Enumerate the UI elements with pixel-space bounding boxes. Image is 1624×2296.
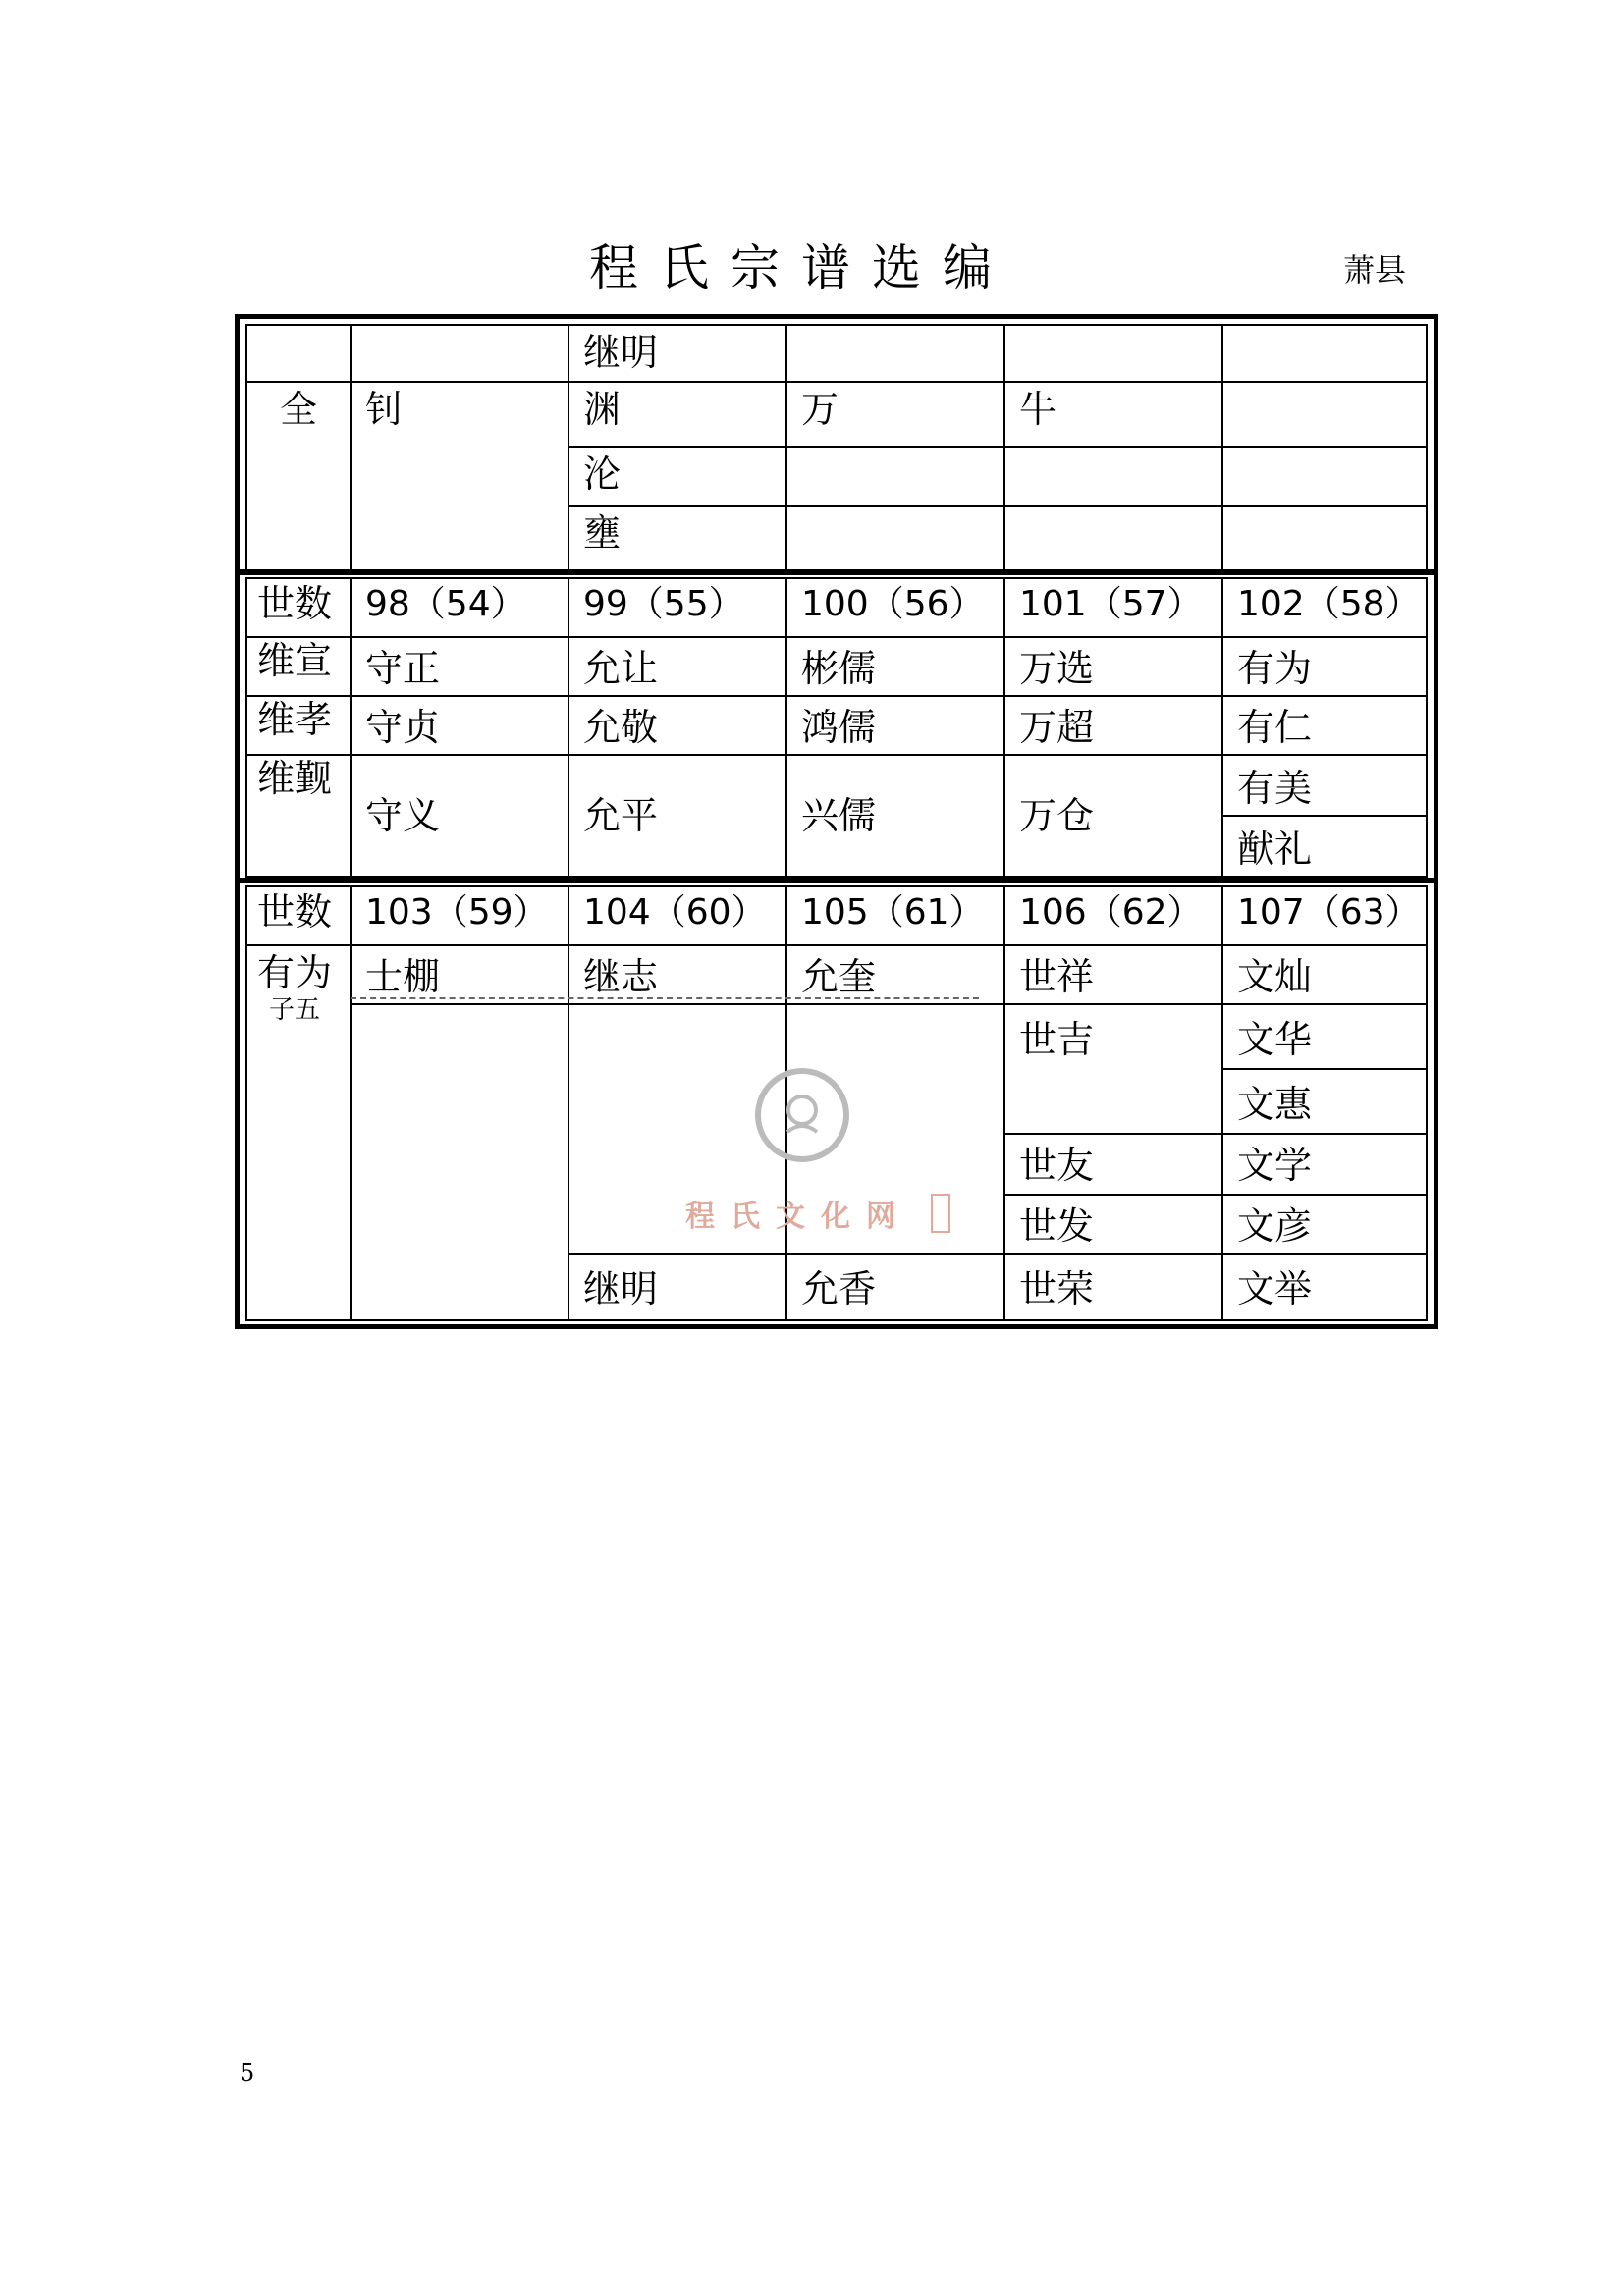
table-cell — [1003, 446, 1223, 507]
table-cell: 万 — [785, 381, 1005, 448]
table-cell: 允香 — [785, 1253, 1005, 1321]
table-cell: 文灿 — [1221, 944, 1428, 1005]
page-title: 程氏宗谱选编 — [589, 240, 1013, 296]
table-cell: 世友 — [1003, 1133, 1223, 1196]
table-cell: 继志 — [568, 944, 787, 1005]
table-cell — [1221, 446, 1428, 507]
table-cell — [245, 324, 352, 383]
table-cell: 渊 — [568, 381, 787, 448]
table-cell: 万选 — [1003, 636, 1223, 697]
table-cell: 万超 — [1003, 695, 1223, 756]
table-cell — [785, 446, 1005, 507]
generation-header: 105（61） — [785, 885, 1005, 946]
table-cell: 有为 — [1221, 636, 1428, 697]
table-cell: 守正 — [350, 636, 569, 697]
table-cell: 世发 — [1003, 1194, 1223, 1255]
table-cell: 文华 — [1221, 1003, 1428, 1070]
page-number: 5 — [240, 2059, 255, 2087]
table-cell: 猷礼 — [1221, 815, 1428, 878]
table-cell — [1221, 381, 1428, 448]
table-cell: 万仓 — [1003, 754, 1223, 878]
table-cell: 允敬 — [568, 695, 787, 756]
table-cell: 继明 — [568, 1253, 787, 1321]
table-cell: 世荣 — [1003, 1253, 1223, 1321]
table-cell — [1221, 324, 1428, 383]
generation-label: 世数 — [245, 577, 352, 638]
table-cell: 守义 — [350, 754, 569, 878]
father-cell: 钊 — [350, 381, 569, 571]
table-cell: 有美 — [1221, 754, 1428, 817]
table-cell: 沦 — [568, 446, 787, 507]
table-cell: 兴儒 — [785, 754, 1005, 878]
table-cell: 牛 — [1003, 381, 1223, 448]
table-cell — [1221, 505, 1428, 571]
table-cell: 继明 — [568, 324, 787, 383]
table-cell: 文举 — [1221, 1253, 1428, 1321]
table-cell — [350, 1003, 569, 1321]
generation-label: 世数 — [245, 885, 352, 946]
row-name-cell: 维宣 — [245, 636, 352, 697]
ancestor-head-cell: 全 — [245, 381, 352, 571]
table-cell: 世吉 — [1003, 1003, 1223, 1135]
table-cell: 有仁 — [1221, 695, 1428, 756]
table-cell — [785, 505, 1005, 571]
generation-header: 98（54） — [350, 577, 569, 638]
generation-header: 106（62） — [1003, 885, 1223, 946]
generation-header: 103（59） — [350, 885, 569, 946]
dashed-guide-line — [351, 997, 979, 999]
table-cell — [785, 324, 1005, 383]
generation-header: 100（56） — [785, 577, 1005, 638]
table-cell — [1003, 324, 1223, 383]
table-cell: 文学 — [1221, 1133, 1428, 1196]
table-cell: 守贞 — [350, 695, 569, 756]
table-cell: 允让 — [568, 636, 787, 697]
row-name-cell: 维孝 — [245, 695, 352, 756]
generation-header: 102（58） — [1221, 577, 1428, 638]
table-cell: 世祥 — [1003, 944, 1223, 1005]
watermark-seal-icon — [755, 1068, 849, 1162]
table-cell: 文彦 — [1221, 1194, 1428, 1255]
region-label: 萧县 — [1343, 251, 1407, 289]
lineage-head-cell — [245, 944, 352, 1321]
watermark-stamp-icon — [931, 1194, 950, 1233]
table-cell: 文惠 — [1221, 1068, 1428, 1135]
table-cell: 允奎 — [785, 944, 1005, 1005]
table-cell: 鸿儒 — [785, 695, 1005, 756]
table-cell: 允平 — [568, 754, 787, 878]
row-name-cell: 维觐 — [245, 754, 352, 878]
section-divider — [235, 878, 1438, 883]
lineage-note: 子五 — [269, 995, 321, 1025]
table-cell: 彬儒 — [785, 636, 1005, 697]
generation-header: 104（60） — [568, 885, 787, 946]
seal-figure-icon — [768, 1081, 837, 1149]
section-divider — [235, 569, 1438, 575]
table-cell — [1003, 505, 1223, 571]
table-cell: 士棚 — [350, 944, 569, 1005]
generation-header: 107（63） — [1221, 885, 1428, 946]
watermark-text: 程氏文化网 — [685, 1200, 911, 1234]
table-cell: 壅 — [568, 505, 787, 571]
lineage-head-name: 有为 — [257, 951, 333, 994]
generation-header: 99（55） — [568, 577, 787, 638]
table-cell — [350, 324, 569, 383]
generation-header: 101（57） — [1003, 577, 1223, 638]
